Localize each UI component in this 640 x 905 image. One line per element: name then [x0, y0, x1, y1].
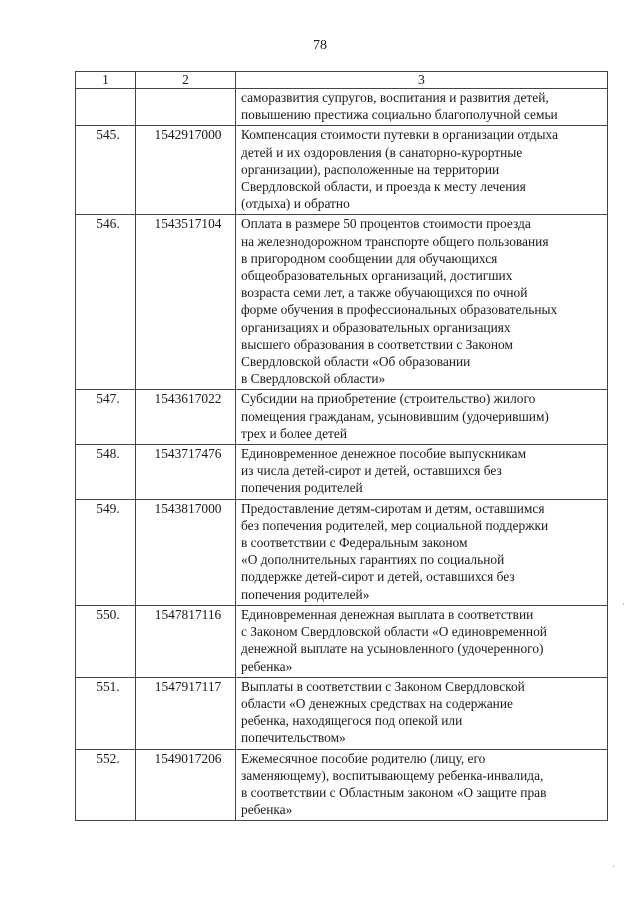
description-line: Свердловской области, и проезда к месту лечения [241, 179, 526, 195]
description-line: высшего образования в соответствии с Законом [241, 336, 513, 352]
column-header-description: 3 [236, 72, 608, 89]
table-row [76, 677, 608, 749]
row-number: 549. [76, 499, 136, 605]
row-code: 1543517104 [136, 215, 236, 390]
description-line: Единовременное денежное пособие выпускникам [241, 446, 527, 462]
description-line: (отдыха) и обратно [241, 196, 350, 212]
description-line: денежной выплате на усыновленного (удочеренного) [241, 641, 544, 657]
row-code: 1542917000 [136, 126, 236, 215]
description-line: возраста семи лет, а также обучающихся по очной [241, 285, 528, 301]
description-line: Субсидии на приобретение (строительство) жилого [241, 391, 536, 407]
description-line: поддержке детей-сирот и детей, оставшихся без [241, 569, 515, 585]
description-line: организациях и образовательных организациях [241, 319, 511, 335]
description-line: на железнодорожном транспорте общего пользования [241, 233, 549, 249]
row-code [136, 89, 236, 126]
description-line: попечительством» [241, 730, 346, 746]
table-body [76, 89, 608, 821]
row-number: 546. [76, 215, 136, 390]
column-header-number: 1 [76, 72, 136, 89]
description-line: в Свердловской области» [241, 371, 386, 387]
description-line: заменяющему), воспитывающему ребенка-инвалида, [241, 767, 544, 783]
row-description [236, 215, 608, 390]
table-row [76, 445, 608, 500]
table-header-row [76, 72, 608, 89]
row-description [236, 499, 608, 605]
description-line: трех и более детей [241, 425, 348, 441]
row-number: 551. [76, 677, 136, 749]
row-description [236, 126, 608, 215]
table-row-continuation [76, 89, 608, 126]
description-line: ребенка, находящегося под опекой или [241, 713, 463, 729]
table-row [76, 605, 608, 677]
description-line: без попечения родителей, мер социальной поддержки [241, 517, 549, 533]
row-code: 1547917117 [136, 677, 236, 749]
description-line: организации), расположенные на территории [241, 161, 500, 177]
description-line: в пригородном сообщении для обучающихся [241, 250, 498, 266]
row-description [236, 605, 608, 677]
row-number: 552. [76, 749, 136, 821]
row-description [236, 749, 608, 821]
row-code: 1549017206 [136, 749, 236, 821]
description-line: в соответствии с Федеральным законом [241, 535, 468, 551]
row-description [236, 390, 608, 445]
description-line: Оплата в размере 50 процентов стоимости проезда [241, 216, 531, 232]
description-line: из числа детей-сирот и детей, оставшихся без [241, 463, 502, 479]
description-line: общеобразовательных организаций, достигших [241, 268, 513, 284]
table-row [76, 499, 608, 605]
description-line: «О дополнительных гарантиях по социальной [241, 552, 505, 568]
row-code: 1547817116 [136, 605, 236, 677]
description-line: Единовременная денежная выплата в соответствии [241, 606, 534, 622]
table-row [76, 215, 608, 390]
table-row [76, 390, 608, 445]
row-description [236, 445, 608, 500]
column-header-code: 2 [136, 72, 236, 89]
description-line: форме обучения в профессиональных образовательных [241, 302, 558, 318]
margin-mark: · [622, 600, 625, 610]
table-row [76, 126, 608, 215]
table-row [76, 749, 608, 821]
description-line: Ежемесячное пособие родителю (лицу, его [241, 750, 486, 766]
row-code: 1543817000 [136, 499, 236, 605]
description-line: детей и их оздоровления (в санаторно-курортные [241, 144, 523, 160]
description-line: попечения родителей [241, 480, 363, 496]
document-table [75, 71, 608, 821]
row-code: 1543717476 [136, 445, 236, 500]
description-line: в соответствии с Областным законом «О защите прав [241, 784, 547, 800]
row-description [236, 677, 608, 749]
description-line: саморазвития супругов, воспитания и развития детей, [241, 90, 549, 105]
description-line: Свердловской области «Об образовании [241, 354, 471, 370]
description-line: ребенка» [241, 658, 293, 674]
description-line: помещения гражданам, усыновившим (удочерившим) [241, 408, 549, 424]
row-number: 550. [76, 605, 136, 677]
page-number: 78 [313, 38, 327, 53]
row-number: 548. [76, 445, 136, 500]
description-line: Компенсация стоимости путевки в организации отдыха [241, 127, 559, 143]
description-line: области «О денежных средствах на содержание [241, 695, 513, 711]
description-line: повышению престижа социально благополучной семьи [241, 107, 558, 123]
row-number: 547. [76, 390, 136, 445]
description-line: ребенка» [241, 802, 293, 818]
description-line: с Законом Свердловской области «О единовременной [241, 624, 547, 640]
row-description [236, 89, 608, 126]
margin-mark: · [612, 862, 615, 872]
description-line: Предоставление детям-сиротам и детям, оставшимся [241, 500, 545, 516]
description-line: Выплаты в соответствии с Законом Свердловской [241, 678, 525, 694]
row-code: 1543617022 [136, 390, 236, 445]
description-line: попечения родителей» [241, 586, 370, 602]
row-number [76, 89, 136, 126]
row-number: 545. [76, 126, 136, 215]
